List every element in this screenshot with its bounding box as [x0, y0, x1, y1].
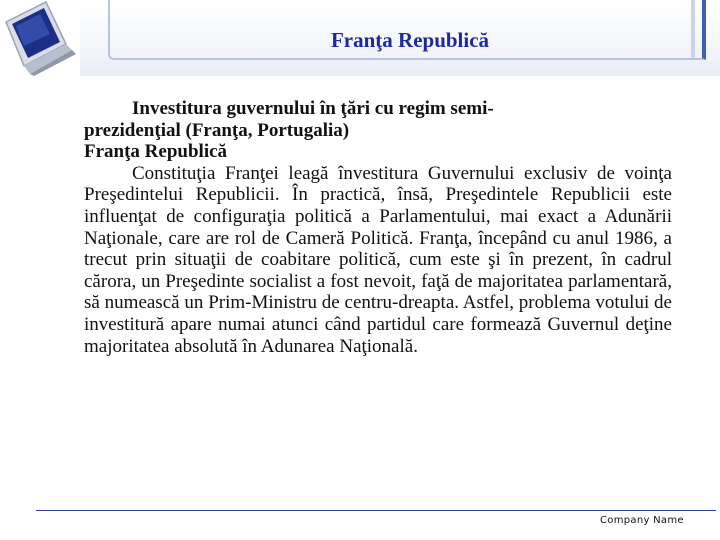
- header-frame-accent: [691, 0, 695, 58]
- body-paragraph: Constituţia Franţei leagă învestitura Guvernului exclusiv de voinţa Preşedintelui Republicii. În practică, însă, Preşedintele Republicii este influenţat de configuraţia politică a Parlamentului, mai exact a Adunării Naţionale, care are rol de Cameră Politică. Franţa, începând cu anul 1986, a trecut prin situaţii de coabitare politică, cum este şi în prezent, în cadrul cărora, un Preşedinte socialist a fost nevoit, faţă de majoritatea parlamentară, să numească un Prim-Ministru de centru-dreapta. Astfel, problema votului de investitură apare numai atunci când partidul care formează Guvernul deţine majoritatea absolută în Adunarea Naţională.: [84, 162, 672, 357]
- footer-divider: [36, 510, 716, 511]
- heading-line-1: Investitura guvernului în ţări cu regim semi-: [132, 98, 494, 119]
- computer-monitor-icon: [0, 0, 80, 76]
- heading-line-3: Franţa Republică: [84, 141, 228, 163]
- heading-line-2: prezidenţial (Franţa, Portugalia): [84, 119, 350, 141]
- slide-body: [84, 98, 672, 357]
- page-title: Franţa Republică: [330, 28, 490, 52]
- company-name: Company Name: [600, 515, 684, 526]
